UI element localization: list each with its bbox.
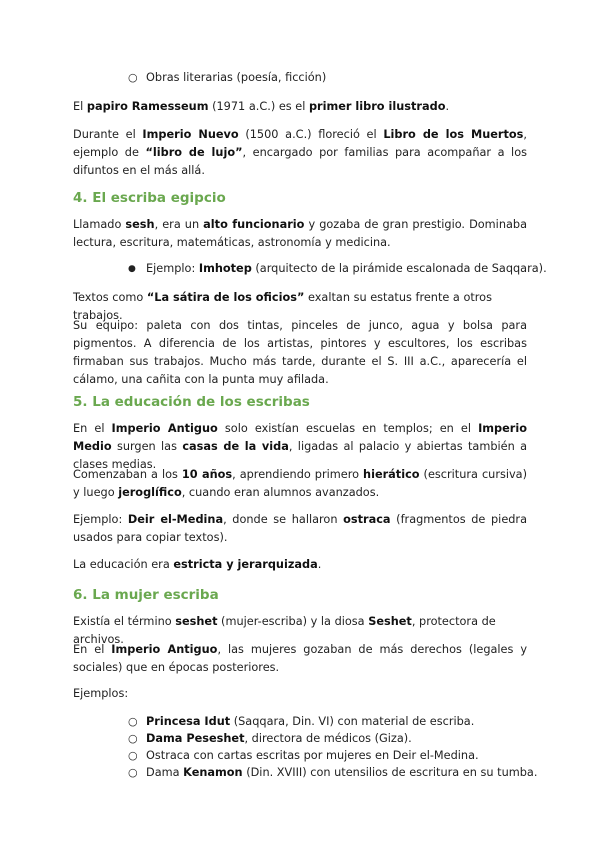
section-heading-5: 5. La educación de los escribas bbox=[73, 394, 310, 410]
list-item: Ostraca con cartas escritas por mujeres en Deir el-Medina. bbox=[146, 749, 479, 762]
paragraph-satira: Textos como “La sátira de los oficios” exaltan su estatus frente a otros trabajos. bbox=[73, 291, 492, 322]
paragraph-edad: Comenzaban a los 10 años, aprendiendo primero hierático (escritura cursiva) y luego jeroglífico, cuando eran alumnos avanzados. bbox=[73, 468, 527, 499]
section-heading-4: 4. El escriba egipcio bbox=[73, 190, 226, 206]
list-bullet: ○ bbox=[128, 766, 138, 779]
paragraph-ejemplos: Ejemplos: bbox=[73, 687, 129, 700]
list-item-imhotep: Ejemplo: Imhotep (arquitecto de la pirámide escalonada de Saqqara). bbox=[146, 262, 547, 275]
paragraph-seshet: Existía el término seshet (mujer-escriba) y la diosa Seshet, protectora de archivos. bbox=[73, 615, 496, 646]
paragraph-sesh: Llamado sesh, era un alto funcionario y gozaba de gran prestigio. Dominaba lectura, escritura, matemáticas, astronomía y medicina. bbox=[73, 218, 528, 249]
list-bullet: ○ bbox=[128, 71, 138, 84]
list-bullet: ● bbox=[128, 264, 136, 274]
paragraph-imperio-nuevo: Durante el Imperio Nuevo (1500 a.C.) floreció el Libro de los Muertos, ejemplo de “libro de lujo”, encargado por familias para acompañar a los difuntos en el más allá. bbox=[73, 128, 527, 177]
list-bullet: ○ bbox=[128, 732, 138, 745]
list-item: Princesa Idut (Saqqara, Din. VI) con material de escriba. bbox=[146, 715, 475, 728]
paragraph-escuelas: En el Imperio Antiguo solo existían escuelas en templos; en el Imperio Medio surgen las casas de la vida, ligadas al palacio y abiertas también a clases medias. bbox=[73, 422, 527, 471]
list-bullet: ○ bbox=[128, 749, 138, 762]
list-item: Obras literarias (poesía, ficción) bbox=[146, 71, 327, 84]
list-bullet: ○ bbox=[128, 715, 138, 728]
list-item: Dama Kenamon (Din. XVIII) con utensilios de escritura en su tumba. bbox=[146, 766, 538, 779]
paragraph-educacion: La educación era estricta y jerarquizada. bbox=[73, 558, 322, 571]
paragraph-equipo: Su equipo: paleta con dos tintas, pinceles de junco, agua y bolsa para pigmentos. A diferencia de los artistas, pintores y escultores, los escribas firmaban sus trabajos. Mucho más tarde, durante el S. III a.C., aparecería el cálamo, una cañita con la punta muy afilada. bbox=[73, 319, 527, 386]
section-heading-6: 6. La mujer escriba bbox=[73, 587, 219, 603]
paragraph-ramesseum: El papiro Ramesseum (1971 a.C.) es el primer libro ilustrado. bbox=[73, 100, 450, 113]
paragraph-deir-el-medina: Ejemplo: Deir el-Medina, donde se hallaron ostraca (fragmentos de piedra usados para copiar textos). bbox=[73, 513, 528, 544]
list-item: Dama Peseshet, directora de médicos (Giza). bbox=[146, 732, 412, 745]
paragraph-derechos: En el Imperio Antiguo, las mujeres gozaban de más derechos (legales y sociales) que en épocas posteriores. bbox=[73, 643, 528, 674]
